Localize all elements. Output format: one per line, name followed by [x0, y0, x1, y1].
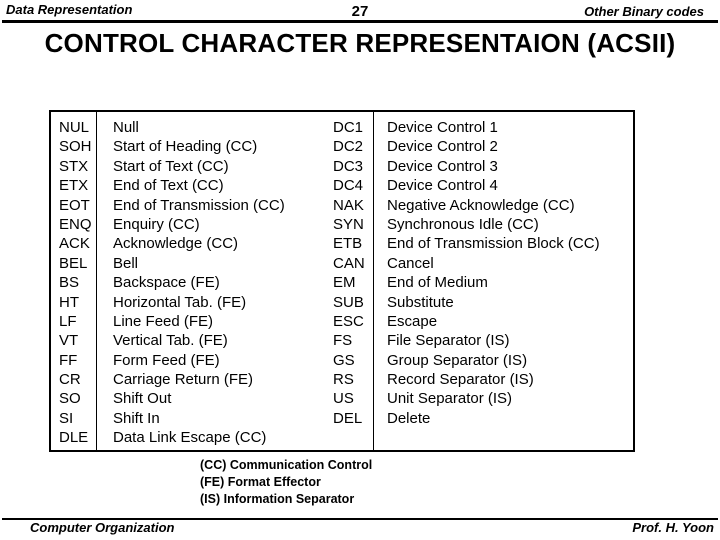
footer-course-name: Computer Organization [30, 520, 175, 535]
control-description: Vertical Tab. (FE) [113, 332, 228, 350]
control-code: BS [59, 274, 80, 292]
control-code: SO [59, 390, 81, 408]
control-code: HT [59, 293, 79, 311]
control-description: Group Separator (IS) [387, 351, 528, 369]
control-description: Backspace (FE) [113, 274, 220, 292]
column-divider [373, 112, 374, 450]
control-code: SYN [333, 215, 364, 233]
left-abbreviation-column [59, 118, 92, 448]
control-description: Delete [387, 409, 431, 427]
control-code: NUL [59, 119, 90, 136]
control-code: ETX [59, 177, 89, 195]
control-description: File Separator (IS) [387, 332, 510, 350]
control-code: VT [59, 332, 79, 350]
control-code: FF [59, 351, 78, 369]
control-code: US [333, 390, 354, 408]
control-description: Start of Text (CC) [113, 157, 229, 175]
control-code: SUB [333, 293, 364, 311]
control-description: Enquiry (CC) [113, 215, 200, 233]
control-description: End of Text (CC) [113, 177, 224, 195]
slide-title: CONTROL CHARACTER REPRESENTAION (ACSII) [44, 28, 676, 58]
header-divider [2, 20, 718, 23]
footer-author: Prof. H. Yoon [632, 520, 714, 535]
control-description: Start of Heading (CC) [113, 138, 258, 156]
right-description-column [387, 118, 600, 428]
control-description: Unit Separator (IS) [387, 390, 513, 408]
control-description: Line Feed (FE) [113, 312, 214, 330]
control-description: Shift Out [113, 390, 172, 408]
right-abbreviation-column [333, 118, 365, 428]
left-description-column [113, 118, 285, 448]
control-character-table [49, 110, 635, 452]
control-description: Carriage Return (FE) [113, 371, 254, 389]
control-description: Cancel [387, 254, 434, 272]
control-code: BEL [59, 254, 88, 272]
control-code: ENQ [59, 215, 92, 233]
control-code: LF [59, 312, 77, 330]
control-code: DC4 [333, 177, 364, 195]
control-description: Form Feed (FE) [113, 351, 220, 369]
control-code: EM [333, 274, 356, 292]
control-description: Data Link Escape (CC) [113, 429, 267, 447]
control-description: End of Medium [387, 274, 488, 292]
control-code: GS [333, 351, 355, 369]
control-code: ETB [333, 235, 363, 253]
control-description: Device Control 4 [387, 177, 498, 195]
control-code: ESC [333, 312, 364, 330]
legend-item: (CC) Communication Control [200, 458, 373, 472]
control-code: SI [59, 409, 74, 427]
legend-item: (FE) Format Effector [200, 475, 321, 489]
control-description: Bell [113, 254, 139, 272]
control-description: End of Transmission (CC) [113, 196, 285, 214]
control-code: STX [59, 157, 89, 175]
control-code: DC2 [333, 138, 364, 156]
control-description: Substitute [387, 293, 454, 311]
control-description: Synchronous Idle (CC) [387, 215, 539, 233]
control-code: CR [59, 371, 81, 389]
control-code: ACK [59, 235, 90, 253]
control-code: DC1 [333, 119, 364, 136]
control-description: Acknowledge (CC) [113, 235, 239, 253]
control-description: End of Transmission Block (CC) [387, 235, 600, 253]
control-code: SOH [59, 138, 92, 156]
control-code: DEL [333, 409, 363, 427]
legend [200, 457, 372, 508]
legend-item: (IS) Information Separator [200, 492, 355, 506]
page-number: 27 [351, 3, 369, 20]
control-code: DLE [59, 429, 89, 447]
control-description: Shift In [113, 409, 160, 427]
column-divider [96, 112, 97, 450]
control-code: CAN [333, 254, 365, 272]
control-description: Device Control 1 [387, 119, 498, 136]
control-description: Negative Acknowledge (CC) [387, 196, 575, 214]
control-description: Device Control 2 [387, 138, 498, 156]
control-description: Null [113, 119, 139, 136]
header-section-title: Other Binary codes [584, 4, 704, 19]
control-code: DC3 [333, 157, 364, 175]
control-description: Device Control 3 [387, 157, 498, 175]
header-course-title: Data Representation [6, 2, 133, 17]
control-code: RS [333, 371, 354, 389]
control-description: Record Separator (IS) [387, 371, 534, 389]
control-description: Horizontal Tab. (FE) [113, 293, 247, 311]
control-code: FS [333, 332, 353, 350]
control-description: Escape [387, 312, 438, 330]
control-code: NAK [333, 196, 364, 214]
control-code: EOT [59, 196, 90, 214]
